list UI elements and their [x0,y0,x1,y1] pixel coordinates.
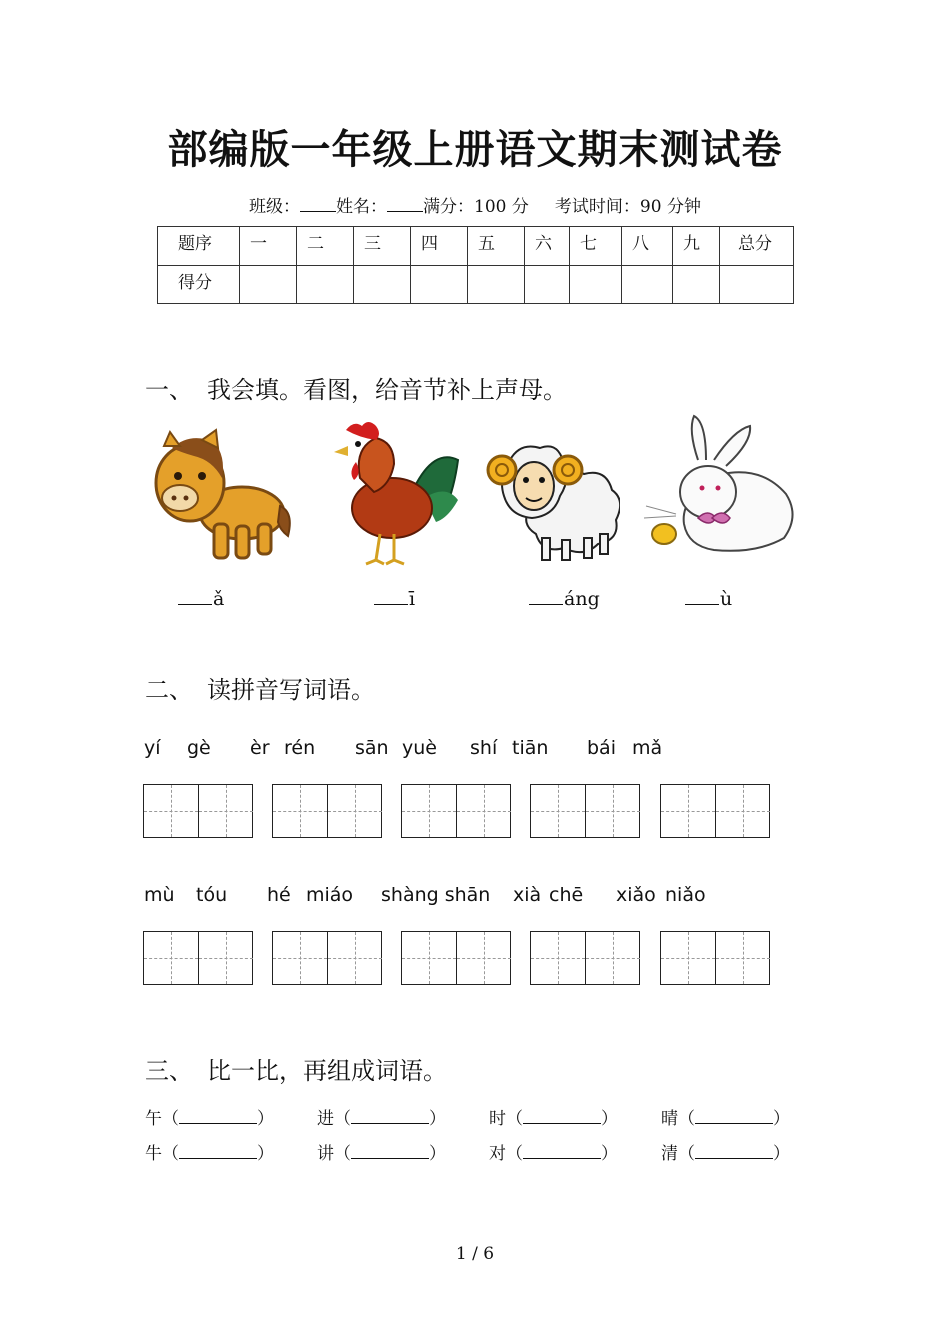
paren: ） [257,1144,274,1164]
section-2-number: 二、 [145,676,193,704]
score-cell[interactable] [468,266,525,304]
word-blank[interactable] [523,1109,601,1124]
writing-grid[interactable] [530,931,640,985]
pinyin: yuè [402,737,437,759]
compare-char: 牛 [145,1144,162,1164]
score-header-cell: 二 [297,227,354,266]
score-header-cell: 八 [622,227,673,266]
compare-char: 晴 [661,1109,678,1129]
pinyin: niǎo [665,884,706,906]
rabbit-image [642,414,802,564]
compare-char: 午 [145,1109,162,1129]
pinyin: tóu [196,884,228,906]
score-header-cell: 三 [354,227,411,266]
score-header-cell: 五 [468,227,525,266]
word-blank[interactable] [523,1144,601,1159]
initial-blank[interactable] [685,588,719,605]
score-row [158,266,794,304]
page-title: 部编版一年级上册语文期末测试卷 [167,126,783,173]
pinyin: xiǎo [616,884,656,906]
score-cell[interactable] [570,266,622,304]
paren: ） [257,1109,274,1129]
score-cell[interactable] [673,266,720,304]
pinyin: bái [587,737,616,759]
compare-item [661,1139,790,1164]
answer-horse [178,588,224,610]
score-cell[interactable] [411,266,468,304]
pinyin: tiān [512,737,549,759]
class-blank[interactable] [300,197,336,212]
pinyin: mù [144,884,175,906]
sheep-image [480,430,620,570]
initial-blank[interactable] [178,588,212,605]
section-2-title: 读拼音写词语。 [207,676,375,704]
pinyin: gè [187,737,211,759]
pinyin: shàng shān [381,884,491,906]
section-2-heading [145,670,375,705]
pinyin: hé [267,884,291,906]
answer-sheep [529,588,600,610]
final-text: ǎ [213,588,225,610]
initial-blank[interactable] [374,588,408,605]
compare-item [317,1139,446,1164]
compare-char: 时 [489,1109,506,1129]
word-blank[interactable] [695,1144,773,1159]
word-blank[interactable] [351,1109,429,1124]
pinyin: rén [284,737,316,759]
word-blank[interactable] [179,1144,257,1159]
compare-char: 讲 [317,1144,334,1164]
compare-item [145,1104,274,1129]
score-header-row [158,227,794,266]
paren: （ [162,1109,179,1129]
score-cell[interactable] [297,266,354,304]
word-blank[interactable] [695,1109,773,1124]
writing-grid[interactable] [401,784,511,838]
writing-grid[interactable] [530,784,640,838]
horse-image [150,428,295,568]
score-row-label: 得分 [158,266,240,304]
section-3-number: 三、 [145,1057,193,1085]
score-cell[interactable] [622,266,673,304]
name-blank[interactable] [387,197,423,212]
initial-blank[interactable] [529,588,563,605]
score-header-cell: 总分 [720,227,794,266]
section-3-title: 比一比，再组成词语。 [207,1057,447,1085]
score-header-cell: 七 [570,227,622,266]
score-cell[interactable] [720,266,794,304]
paren: （ [678,1109,695,1129]
word-blank[interactable] [351,1144,429,1159]
paren: （ [678,1144,695,1164]
writing-grid[interactable] [660,931,770,985]
exam-info [0,192,950,217]
paren: ） [773,1144,790,1164]
pinyin: yí [144,737,161,759]
pinyin: shí [470,737,498,759]
full-score: 满分：100 分 [423,197,529,217]
writing-grid[interactable] [143,784,253,838]
paren: （ [506,1109,523,1129]
final-text: ī [409,588,416,610]
pinyin: mǎ [632,737,663,759]
score-header-cell: 一 [240,227,297,266]
compare-item [317,1104,446,1129]
final-text: áng [564,588,600,610]
section-1-title: 我会填。看图，给音节补上声母。 [207,376,567,404]
writing-grid[interactable] [143,931,253,985]
score-cell[interactable] [240,266,297,304]
compare-item [489,1139,618,1164]
word-blank[interactable] [179,1109,257,1124]
compare-char: 对 [489,1144,506,1164]
score-cell[interactable] [354,266,411,304]
paren: ） [601,1144,618,1164]
final-text: ù [720,588,733,610]
score-header-cell: 九 [673,227,720,266]
section-1-number: 一、 [145,376,193,404]
pinyin: xià [513,884,542,906]
pinyin: chē [549,884,584,906]
score-cell[interactable] [525,266,570,304]
paren: （ [506,1144,523,1164]
compare-item [489,1104,618,1129]
page-number: 1 / 6 [455,1244,495,1264]
paren: ） [601,1109,618,1129]
writing-grid[interactable] [401,931,511,985]
pinyin: sān [355,737,389,759]
paren: ） [429,1144,446,1164]
pinyin: èr [250,737,270,759]
score-table [157,226,794,304]
paren: （ [334,1109,351,1129]
paren: ） [773,1109,790,1129]
compare-item [145,1139,274,1164]
rooster-image [330,418,465,568]
compare-char: 清 [661,1144,678,1164]
writing-grid[interactable] [660,784,770,838]
score-header-cell: 六 [525,227,570,266]
compare-item [661,1104,790,1129]
paren: （ [334,1144,351,1164]
section-3-heading [145,1051,447,1086]
answer-rooster [374,588,415,610]
class-label: 班级： [249,197,301,217]
score-header-cell: 四 [411,227,468,266]
writing-grid[interactable] [272,784,382,838]
paren: ） [429,1109,446,1129]
paren: （ [162,1144,179,1164]
compare-char: 进 [317,1109,334,1129]
exam-time: 考试时间：90 分钟 [554,197,701,217]
score-header-cell: 题序 [158,227,240,266]
name-label: 姓名： [336,197,388,217]
writing-grid[interactable] [272,931,382,985]
answer-rabbit [685,588,732,610]
pinyin: miáo [306,884,354,906]
section-1-heading [145,370,567,405]
